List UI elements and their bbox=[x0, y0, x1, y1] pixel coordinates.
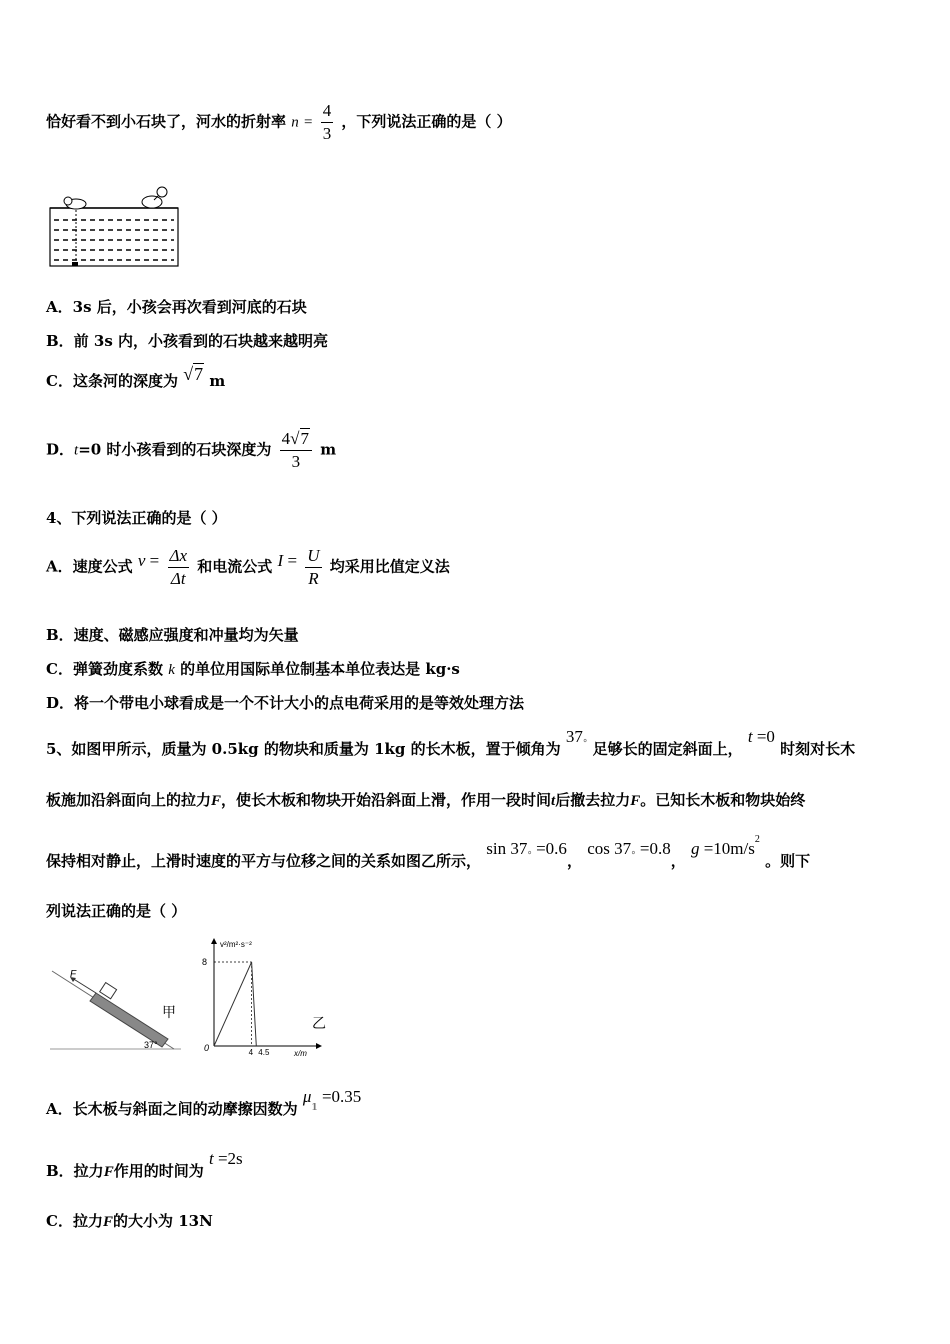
frac-numerator: 4 bbox=[321, 100, 334, 123]
y-tick-label: 8 bbox=[202, 957, 208, 967]
depth-fraction bbox=[280, 428, 312, 473]
g-val: =10m/s bbox=[699, 839, 755, 858]
q5-c-text1: C．拉力 bbox=[46, 1212, 103, 1230]
y-axis-label: v²/m²·s⁻² bbox=[220, 940, 252, 949]
eq-sign-2: = bbox=[283, 550, 298, 570]
comma-2: ， bbox=[670, 852, 686, 870]
i-symbol: I bbox=[277, 550, 284, 570]
q4-c-text1: C．弹簧劲度系数 bbox=[46, 660, 163, 678]
sqrt-radicand: 7 bbox=[194, 364, 204, 384]
depth-denominator: 3 bbox=[291, 452, 301, 471]
q4-c-text2: 的单位用国际单位制基本单位表达是 kg·s bbox=[180, 660, 460, 678]
q5-line1: 5、如图甲所示，质量为 0.5kg 的物块和质量为 1kg 的长木板，置于倾角为 37° 足够长的固定斜面上， t =0 时刻对长木 bbox=[46, 727, 856, 758]
t-eq: =0 bbox=[752, 727, 775, 746]
depth-radicand: 7 bbox=[300, 429, 309, 448]
q5-option-b bbox=[46, 1149, 243, 1181]
option-d-label: D． bbox=[46, 440, 75, 459]
q5-line2d: 。已知长木板和物块始终 bbox=[640, 791, 806, 809]
caption-jia: 甲 bbox=[162, 1004, 176, 1020]
velocity-fraction bbox=[168, 545, 190, 590]
q4-a-text1: A．速度公式 bbox=[46, 557, 133, 576]
depth-numerator: 4√7 bbox=[280, 428, 312, 451]
q3-option-c bbox=[46, 364, 226, 391]
sqrt-7: √7 bbox=[183, 364, 204, 384]
t-symbol-b: t bbox=[208, 1149, 214, 1168]
f-symbol: F bbox=[211, 793, 222, 809]
x-axis-arrow-icon bbox=[316, 1043, 322, 1049]
q5-line3: 保持相对静止，上滑时速度的平方与位移之间的关系如图乙所示， sin 37° =0.6， cos 37° =0.8， $g =10m/s^2$ 。则下 bbox=[46, 834, 811, 870]
unit-m: m bbox=[209, 372, 226, 390]
angle-37: 37 bbox=[565, 727, 583, 746]
q5-b-text2: 作用的时间为 bbox=[113, 1162, 204, 1180]
q4-a-text2: 和电流公式 bbox=[197, 557, 273, 576]
comma-1: ， bbox=[566, 852, 582, 870]
r-symbol: R bbox=[308, 569, 319, 588]
delta-x: Δx bbox=[168, 545, 190, 568]
x-tick-label-1: 4 bbox=[248, 1048, 254, 1057]
q3-intro-tail: ，下列说法正确的是（ ） bbox=[341, 112, 512, 131]
caption-yi: 乙 bbox=[312, 1015, 326, 1031]
q3-option-b: B．前 3s 内，小孩看到的石块越来越明亮 bbox=[46, 332, 329, 350]
unit-m-d: m bbox=[320, 440, 337, 459]
q5-line2 bbox=[46, 789, 805, 810]
child-right-icon bbox=[142, 187, 167, 208]
frac-denominator: 3 bbox=[322, 124, 332, 143]
mu-symbol: μ bbox=[302, 1087, 312, 1106]
refractive-index-fraction bbox=[321, 100, 334, 145]
cos-expr: cos 37 bbox=[587, 839, 632, 858]
q5-line2b: ，使长木板和物块开始沿斜面上滑，作用一段时间 bbox=[221, 791, 552, 809]
g-var: g bbox=[690, 839, 700, 858]
q5-option-c bbox=[46, 1210, 213, 1231]
q5-line1c: 时刻对长木 bbox=[780, 740, 856, 758]
mu-subscript: 1 bbox=[311, 1103, 318, 1113]
child-left-icon bbox=[64, 197, 86, 209]
t-symbol: t bbox=[551, 793, 556, 809]
q4-option-d: D．将一个带电小球看成是一个不计大小的点电荷采用的是等效处理方法 bbox=[46, 694, 525, 712]
eq-sign: = bbox=[145, 550, 160, 570]
q5-line3b: 。则下 bbox=[765, 852, 811, 870]
t-var: t bbox=[747, 727, 753, 746]
x-tick-label-2: 4.5 bbox=[258, 1048, 270, 1057]
eq-sign: = bbox=[303, 114, 313, 131]
incline-figure bbox=[46, 965, 196, 1057]
origin-label: 0 bbox=[204, 1043, 210, 1053]
current-fraction bbox=[305, 545, 321, 590]
q4-option-a bbox=[46, 545, 450, 590]
q5-line1b: 足够长的固定斜面上， bbox=[592, 740, 743, 758]
q3-intro-line bbox=[46, 100, 512, 145]
q5-c-text2: 的大小为 13N bbox=[112, 1212, 213, 1230]
q5-line2a: 板施加沿斜面向上的拉力 bbox=[46, 791, 212, 809]
q4-option-c bbox=[46, 658, 460, 679]
q4-option-b: B．速度、磁感应强度和冲量均为矢量 bbox=[46, 626, 299, 644]
series-line bbox=[214, 962, 256, 1046]
depth-coef: 4 bbox=[281, 429, 291, 448]
q5-line1a: 5、如图甲所示，质量为 0.5kg 的物块和质量为 1kg 的长木板，置于倾角为 bbox=[46, 740, 561, 758]
stone-icon bbox=[72, 262, 78, 266]
river-figure bbox=[46, 182, 186, 268]
q4-title: 4、下列说法正确的是（ ） bbox=[46, 509, 227, 527]
mu-value: =0.35 bbox=[317, 1087, 362, 1106]
long-board bbox=[90, 993, 168, 1047]
v-symbol: v bbox=[137, 550, 146, 570]
delta-t: Δt bbox=[170, 569, 186, 588]
q5-option-a bbox=[46, 1087, 362, 1121]
q5-b-text1: B．拉力 bbox=[46, 1162, 104, 1180]
g-exp: 2 bbox=[754, 834, 760, 845]
q3-option-c-text: C．这条河的深度为 bbox=[46, 372, 178, 390]
sin-expr: sin 37 bbox=[486, 839, 528, 858]
y-axis-arrow-icon bbox=[211, 938, 217, 944]
q5-line3a: 保持相对静止，上滑时速度的平方与位移之间的关系如图乙所示， bbox=[46, 852, 482, 870]
q5-line4: 列说法正确的是（ ） bbox=[46, 902, 187, 920]
n-symbol: n bbox=[291, 114, 299, 131]
q4-a-text3: 均采用比值定义法 bbox=[329, 557, 450, 576]
cos-val: =0.8 bbox=[635, 839, 671, 858]
v2-x-chart bbox=[196, 938, 330, 1062]
force-label: F bbox=[70, 969, 77, 980]
sin-val: =0.6 bbox=[531, 839, 567, 858]
angle-label: 37° bbox=[144, 1040, 158, 1050]
q3-intro-text: 恰好看不到小石块了，河水的折射率 bbox=[46, 112, 287, 131]
q5-a-text: A．长木板与斜面之间的动摩擦因数为 bbox=[46, 1100, 298, 1118]
f-symbol-b: F bbox=[103, 1164, 114, 1180]
u-symbol: U bbox=[305, 545, 321, 568]
k-symbol: k bbox=[168, 662, 175, 678]
t-value-b: =2s bbox=[213, 1149, 243, 1168]
q3-option-a: A．3s 后，小孩会再次看到河底的石块 bbox=[46, 298, 307, 316]
q5-line2c: 后撤去拉力 bbox=[555, 791, 631, 809]
x-axis-label: x/m bbox=[294, 1049, 307, 1058]
q3-option-d bbox=[46, 428, 336, 473]
f-symbol-c: F bbox=[102, 1214, 113, 1230]
t-var: t bbox=[74, 442, 79, 459]
option-d-text: =0 时小孩看到的石块深度为 bbox=[78, 440, 272, 459]
f-symbol-2: F bbox=[630, 793, 641, 809]
